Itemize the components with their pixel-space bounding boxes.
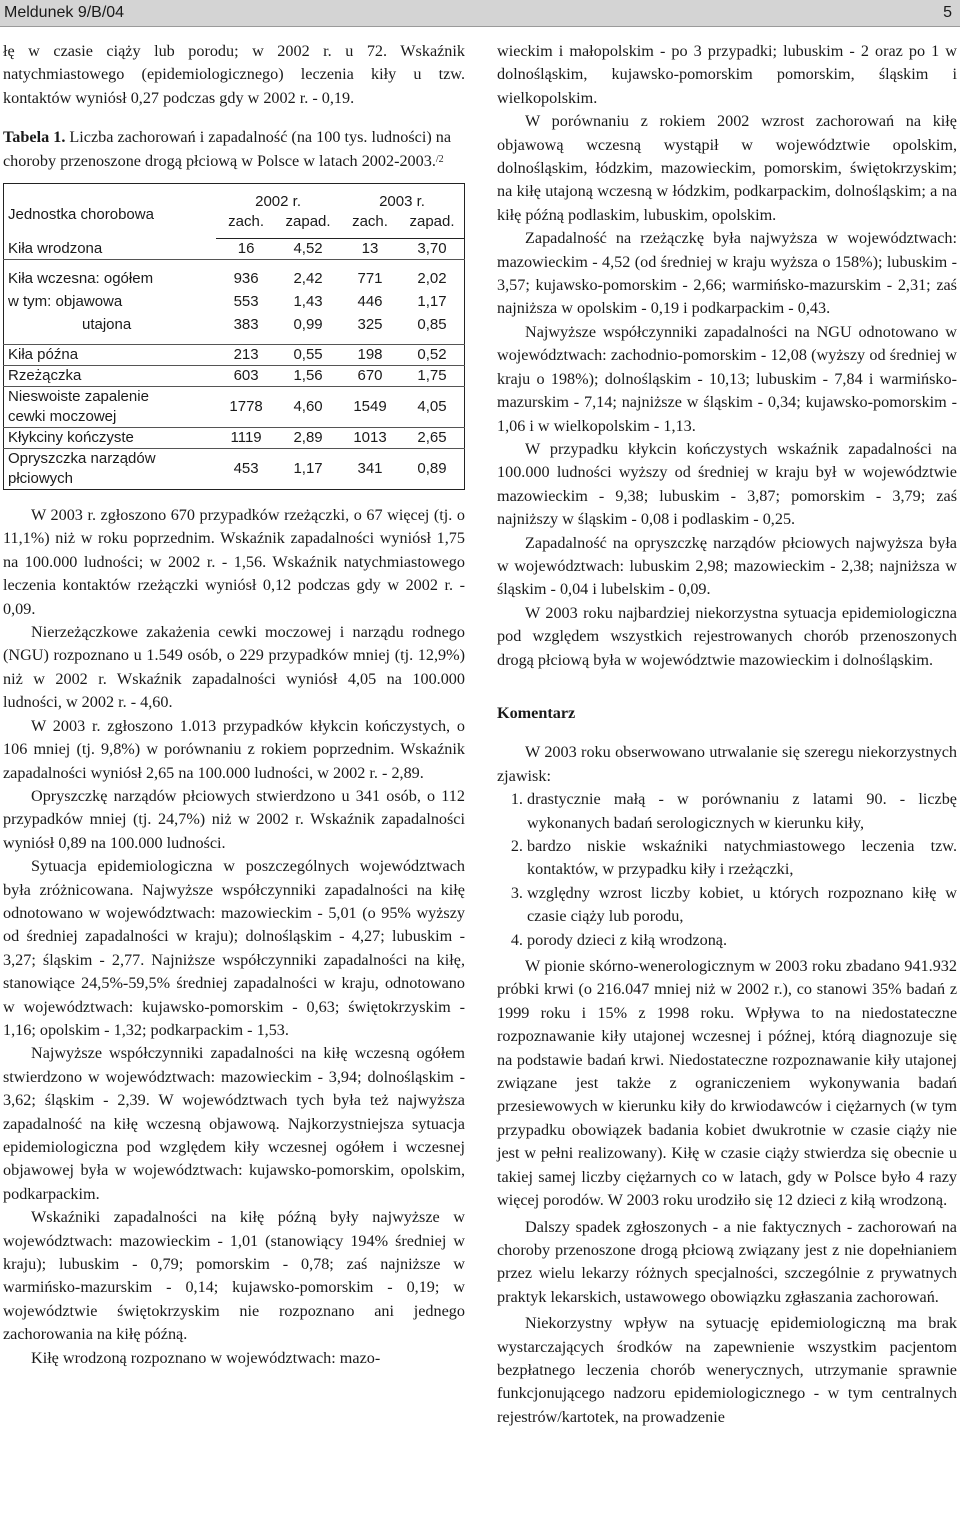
paragraph: Zapadalność na opryszczkę narządów płciowych najwyższa była w województwach: lubuskim 2,98; mazowieckim - 2,38; najniższa w śląskim - 0,04 i lubelskim - 0,09.	[497, 533, 957, 599]
row-label: Kłykciny kończyste	[4, 428, 217, 449]
cell: 453	[233, 460, 259, 478]
cell: 2,89	[276, 428, 340, 449]
cell: 2,65	[400, 428, 464, 449]
subheader-incidence: zapad.	[400, 212, 464, 239]
paragraph: Zapadalność na rzeżączkę była najwyższa w województwach: mazowieckim - 4,52 (od średniej w kraju wyższa o 158%); lubuskim - 3,57; kujawsko-pomorskim - 2,66; warmińsko-mazurskim - 2,31; zaś najniższa w opolskim - 0,19 i podkarpackim - 0,43.	[497, 229, 957, 318]
row-label	[4, 449, 217, 490]
cell: 4,05	[400, 387, 464, 428]
cell: 1549	[340, 387, 400, 428]
list-item: 3. względny wzrost liczby kobiet, u których rozpoznano kiłę w czasie ciąży lub porodu,	[527, 882, 957, 929]
subheader-incidence: zapad.	[276, 212, 340, 239]
cell: 1,56	[276, 366, 340, 387]
cell: 1013	[340, 428, 400, 449]
right-column	[497, 40, 957, 1429]
paragraph: W porównaniu z rokiem 2002 wzrost zachorowań na kiłę objawową wczesną wystąpił w województwie opolskim, dolnośląskim, łódzkim, mazowieckim, pomorskim, świętokrzyskim; na kiłę utajoną wczesną w łódzkim, podkarpackim, dolnośląskim; a na kiłę późną podlaskim, lubuskim, opolskim.	[497, 112, 957, 224]
cell: 936	[233, 270, 259, 288]
list-item: 4. porody dzieci z kiłą wrodzoną.	[527, 929, 957, 952]
paragraph: W przypadku kłykcin kończystych wskaźnik zapadalności na 100.000 ludności wyższy od średniej w kraju był w województwie mazowieckim - 9,38; lubuskim - 3,87; pomorskim - 3,79; zaś najniższy w śląskim - 0,08 i podlaskim - 0,25.	[497, 439, 957, 529]
cell: 0,99	[276, 312, 340, 345]
cell: 1119	[216, 428, 276, 449]
std-table	[3, 183, 465, 490]
cell: 13	[340, 239, 400, 260]
row-label-line: Opryszczka narządów	[8, 450, 156, 468]
paragraph: Najwyższe współczynniki zapadalności na kiłę wczesną ogółem stwierdzono w województwach: mazowieckim - 3,94; dolnośląskim - 3,62; śląskim - 2,39. W województwach tych była też najwyższa zapadalność na kiłę wczesną objawową. Najkorzystniejsza sytuacja epidemiologiczna pod względem kiły wczesnej ogółem i wczesnej objawowej była w województwach: kujawsko-pomorskim, opolskim, podkarpackim.	[3, 1044, 465, 1203]
cell: 213	[216, 345, 276, 366]
cell: 341	[357, 460, 383, 478]
row-label: Kiła późna	[4, 345, 217, 366]
paragraph: W 2003 roku obserwowano utrwalanie się szeregu niekorzystnych zjawisk:	[497, 743, 957, 785]
paragraph: Opryszczkę narządów płciowych stwierdzono u 341 osób, o 112 przypadków mniej (tj. 24,7%) niż w 2002 r. Wskaźnik zapadalności wyniósł 0,89 na 100.000 ludności.	[3, 786, 465, 852]
cell: 771	[357, 270, 383, 288]
cell: 603	[216, 366, 276, 387]
paragraph: Sytuacja epidemiologiczna w poszczególnych województwach była zróżnicowana. Najwyższe współczynniki zapadalności na kiłę odnotowano w województwach: mazowieckim - 5,01 (o 95% wyższy od średniej zapadalności w kraju); dolnośląskim - 4,27; lubuskim - 3,27; śląskim - 2,77. Najniższe współczynniki zapadalności na kiłę, stanowiące 24,5%-59,5% średniej zapadalności w kraju, odnotowano w województwach: kujawsko-pomorskim - 0,63; świętokrzyskim - 1,16; opolskim - 1,32; podkarpackim - 1,53.	[3, 857, 465, 1039]
cell: 2,02	[417, 270, 447, 288]
column-header-disease: Jednostka chorobowa	[8, 206, 154, 224]
subheader-cases: zach.	[340, 212, 400, 239]
left-column	[3, 40, 465, 1370]
cell: 1,43	[293, 293, 323, 311]
row-label	[4, 387, 217, 428]
cell: 383	[216, 312, 276, 345]
year-header: 2002 r.	[255, 193, 301, 211]
paragraph: Najwyższe współczynniki zapadalności na NGU odnotowano w województwach: zachodnio-pomorskim - 12,08 (wyższy od średniej w kraju o 198%); dolnośląskim - 10,13; lubuskim - 7,84 i warmińsko-mazurskim - 7,14; najniższe w śląskim - 0,34; kujawsko-pomorskim - 1,06 i w wielkopolskim - 1,13.	[497, 322, 957, 435]
row-label-line: cewki moczowej	[8, 408, 117, 426]
paragraph: Kiłę wrodzoną rozpoznano w województwach: mazo-	[31, 1348, 381, 1367]
paragraph: W pionie skórno-wenerologicznym w 2003 roku zbadano 941.932 próbki krwi (o 216.047 mniej niż w 2002 r.), co stanowi 35% badań z 1999 roku i 15% z 1998 roku. Wpływa to na niedostateczne rozpoznawanie kiły utajonej wczesnej i późnej, którą diagnozuje się na podstawie badań krwi. Niedostateczne rozpoznawanie kiły utajonej związane jest także z ograniczeniem wykonywania badań przesiewowych w kierunku kiły do krwiodawców i ciężarnych (w tym przypadku obowiązek badania kobiet dwukrotnie w czasie ciąży nie jest w pełni realizowany). Kiłę w czasie ciąży stwierdza się obecnie u takiej samej liczby ciężarnych co w latach, gdy w Polsce było 4 razy więcej porodów. W 2003 roku urodziło się 12 dzieci z kiłą wrodzoną.	[497, 957, 957, 1210]
table-row	[4, 345, 465, 366]
table-row	[4, 260, 465, 290]
table-row	[4, 289, 465, 312]
cell: 0,85	[400, 312, 464, 345]
cell: 4,60	[276, 387, 340, 428]
paragraph: Wskaźniki zapadalności na kiłę późną były najwyższe w województwach: mazowieckim - 1,01 (stanowiący 194% średniej w kraju); lubuskim - 0,79; pomorskim - 0,78; zaś najniższe w warmińsko-mazurskim - 0,14; kujawsko-pomorskim - 0,19; w województwie świętokrzyskim nie rozpoznano ani jednego zachorowania na kiłę późną.	[3, 1208, 465, 1344]
cell: 1,75	[400, 366, 464, 387]
table-caption	[3, 126, 465, 173]
table-row	[4, 428, 465, 449]
cell: 16	[216, 239, 276, 260]
cell: 198	[340, 345, 400, 366]
row-label: Kiła wrodzona	[4, 239, 217, 260]
page-number: 5	[943, 4, 952, 21]
table-row	[4, 387, 465, 428]
journal-title: Meldunek 9/B/04	[4, 4, 125, 21]
paragraph: W 2003 r. zgłoszono 670 przypadków rzeżączki, o 67 więcej (tj. o 11,1%) niż w roku poprzednim. Wskaźnik zapadalności wyniósł 1,75 na 100.000 ludności; w 2002 r. - 1,56. Wskaźnik natychmiastowego leczenia kontaktów rzeżączki wyniósł 0,12 podczas gdy w 2002 r. - 0,09.	[3, 506, 465, 618]
paragraph: Nierzeżączkowe zakażenia cewki moczowej i narządu rodnego (NGU) rozpoznano u 1.549 osób, o 229 przypadków mniej (tj. 12,9%) niż w 2002 r. Wskaźnik zapadalności wyniósł 4,05 na 100.000 ludności, w 2002 r. - 4,60.	[3, 623, 465, 712]
cell: 4,52	[276, 239, 340, 260]
section-heading: Komentarz	[497, 703, 576, 722]
cell: 670	[340, 366, 400, 387]
paragraph: Niekorzystny wpływ na sytuację epidemiologiczną ma brak wystarczających środków na zapewnienie wszystkim pacjentom bezpłatnego leczenia chorób wenerycznych, utrzymanie sprawnie funkcjonującego nadzoru epidemiologicznego - w tym centralnych rejestrów/kartotek, na prowadzenie	[497, 1314, 957, 1426]
row-label: utajona	[4, 312, 217, 345]
table-caption-footnote: /2	[435, 153, 444, 165]
row-label: Kiła wczesna: ogółem	[8, 270, 154, 288]
table-caption-text: Liczba zachorowań i zapadalność (na 100 tys. ludności) na choroby przenoszone drogą płciową w Polsce w latach 2002-2003.	[3, 128, 452, 170]
table-row	[4, 312, 465, 345]
cell: 325	[340, 312, 400, 345]
cell: 1,17	[293, 460, 323, 478]
cell: 446	[357, 293, 383, 311]
paragraph: Dalszy spadek zgłoszonych - a nie faktycznych - zachorowań na choroby przenoszone drogą płciową związany jest z nie dopełnianiem przez wielu lekarzy różnych specjalności, szczególnie z prywatnych praktyk lekarskich, ustawowego obowiązku zgłaszania zachorowań.	[497, 1217, 957, 1306]
cell: 0,89	[417, 460, 447, 478]
paragraph: wieckim i małopolskim - po 3 przypadki; lubuskim - 2 oraz po 1 w dolnośląskim, kujawsko-pomorskim pomorskim, śląskim i wielkopolskim.	[497, 42, 957, 107]
row-label-line: płciowych	[8, 470, 74, 488]
cell: 553	[233, 293, 259, 311]
table-row	[4, 239, 465, 260]
row-label-line: Nieswoiste zapalenie	[8, 388, 149, 406]
table-row	[4, 366, 465, 387]
cell: 2,42	[293, 270, 323, 288]
cell: 3,70	[400, 239, 464, 260]
row-label: Rzeżączka	[4, 366, 217, 387]
cell: 1,17	[417, 293, 447, 311]
subheader-cases: zach.	[216, 212, 276, 239]
year-header: 2003 r.	[379, 193, 425, 211]
paragraph: łę w czasie ciąży lub porodu; w 2002 r. u 72. Wskaźnik natychmiastowego (epidemiologicznego) leczenia kiły u tzw. kontaktów wyniósł 0,27 podczas gdy w 2002 r. - 0,19.	[3, 42, 465, 107]
numbered-list	[497, 788, 957, 952]
running-header	[0, 0, 960, 27]
paragraph: W 2003 r. zgłoszono 1.013 przypadków kłykcin kończystych, o 106 mniej (tj. 9,8%) w porównaniu z rokiem poprzednim. Wskaźnik zapadalności wyniósł 2,65 na 100.000 ludności, w 2002 r. - 2,89.	[3, 716, 465, 782]
cell: 0,55	[276, 345, 340, 366]
paragraph: W 2003 roku najbardziej niekorzystna sytuacja epidemiologiczna pod względem wszystkich rejestrowanych chorób przenoszonych drogą płciową była w województwie mazowieckim i dolnośląskim.	[497, 603, 957, 669]
list-item: 2. bardzo niskie wskaźniki natychmiastowego leczenia tzw. kontaktów, w przypadku kiły i rzeżączki,	[527, 835, 957, 882]
table-row	[4, 449, 465, 490]
cell: 1778	[216, 387, 276, 428]
list-item: 1. drastycznie małą - w porównaniu z latami 90. - liczbę wykonanych badań serologicznych w kierunku kiły,	[527, 788, 957, 835]
table-caption-label: Tabela 1.	[3, 128, 66, 147]
row-label: w tym: objawowa	[8, 293, 123, 311]
cell: 0,52	[400, 345, 464, 366]
